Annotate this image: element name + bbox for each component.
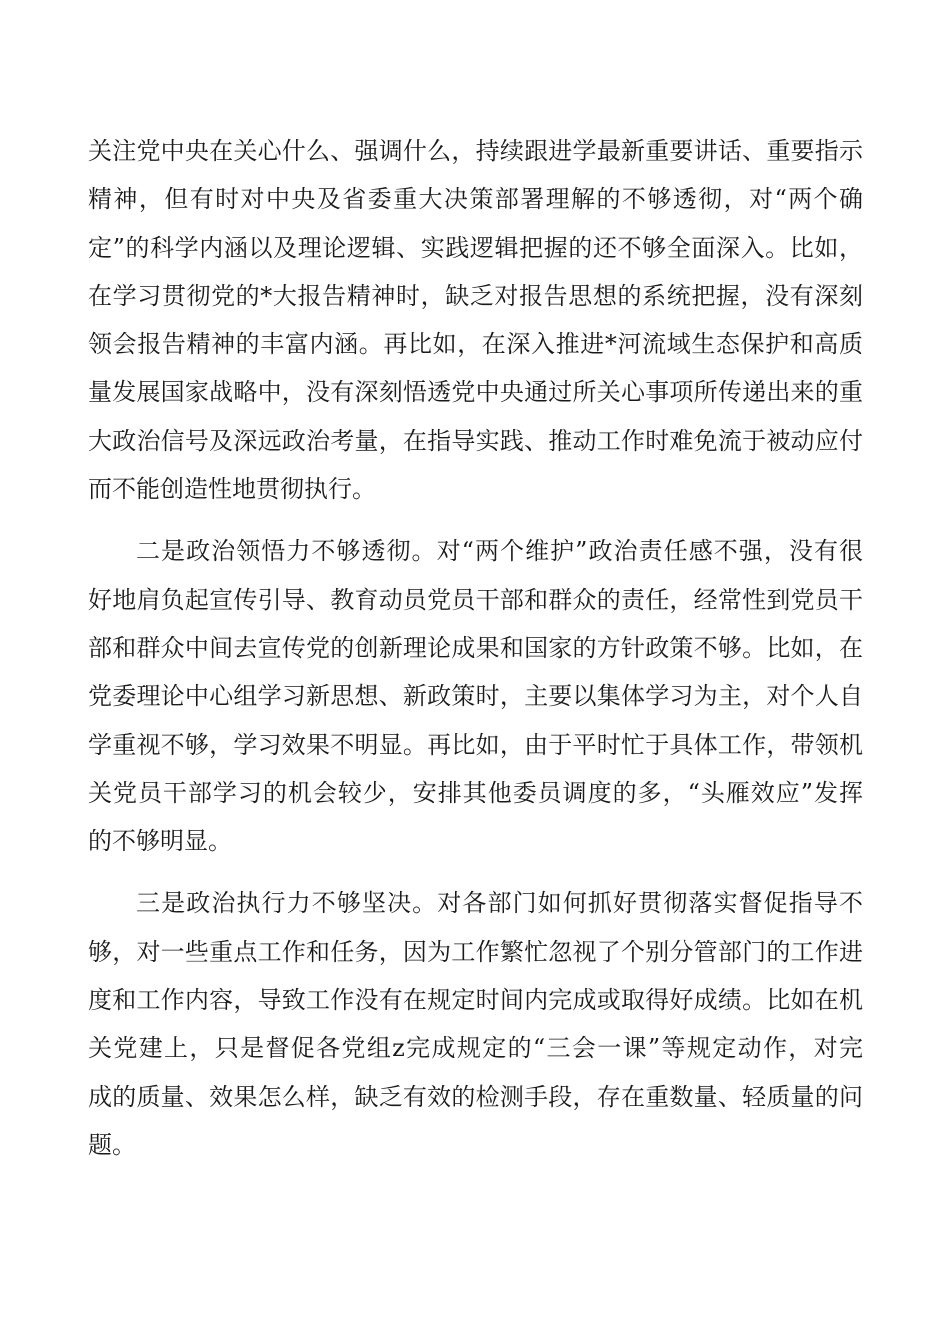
text-line: 部和群众中间去宣传党的创新理论成果和国家的方针政策不够。比如，在: [88, 633, 863, 662]
text-line: 关注党中央在关心什么、强调什么，持续跟进学最新重要讲话、重要指示: [88, 137, 863, 165]
text-line: 三是政治执行力不够坚决。对各部门如何抓好贯彻落实督促指导不: [136, 889, 863, 918]
paragraph-spacer: [88, 513, 863, 527]
text-line: 而不能创造性地贯彻执行。: [88, 475, 376, 504]
text-line: 度和工作内容，导致工作没有在规定时间内完成或取得好成绩。比如在机: [88, 986, 863, 1015]
text-line: 好地肩负起宣传引导、教育动员党员干部和群众的责任，经常性到党员干: [88, 585, 863, 614]
text-line: 的不够明显。: [88, 827, 232, 856]
text-line: 大政治信号及深远政治考量，在指导实践、推动工作时难免流于被动应付: [88, 426, 863, 455]
paragraph-1: [88, 127, 863, 513]
text-line: 党委理论中心组学习新思想、新政策时，主要以集体学习为主，对个人自: [88, 682, 863, 711]
text-line: 关党员干部学习的机会较少，安排其他委员调度的多，“头雁效应”发挥: [88, 778, 863, 807]
text-line: 领会报告精神的丰富内涵。再比如，在深入推进*河流域生态保护和高质: [88, 330, 863, 359]
text-line: 量发展国家战略中，没有深刻悟透党中央通过所关心事项所传递出来的重: [88, 378, 863, 407]
text-line: 题。: [88, 1130, 136, 1159]
text-line: 够，对一些重点工作和任务，因为工作繁忙忽视了个别分管部门的工作进: [88, 937, 863, 966]
text-line: 成的质量、效果怎么样，缺乏有效的检测手段，存在重数量、轻质量的问: [88, 1082, 863, 1111]
paragraph-spacer: [88, 865, 863, 879]
text-line: 学重视不够，学习效果不明显。再比如，由于平时忙于具体工作，带领机: [88, 730, 863, 759]
paragraph-2: [88, 527, 863, 865]
paragraph-3: [88, 879, 863, 1169]
document-body: [88, 127, 863, 1169]
text-line: 在学习贯彻党的*大报告精神时，缺乏对报告思想的系统把握，没有深刻: [88, 281, 863, 310]
text-line: 定”的科学内涵以及理论逻辑、实践逻辑把握的还不够全面深入。比如，: [88, 233, 863, 262]
text-line: 关党建上，只是督促各党组z完成规定的“三会一课”等规定动作，对完: [88, 1034, 863, 1063]
text-line: 二是政治领悟力不够透彻。对“两个维护”政治责任感不强，没有很: [136, 537, 863, 566]
text-line: 精神，但有时对中央及省委重大决策部署理解的不够透彻，对“两个确: [88, 185, 863, 214]
